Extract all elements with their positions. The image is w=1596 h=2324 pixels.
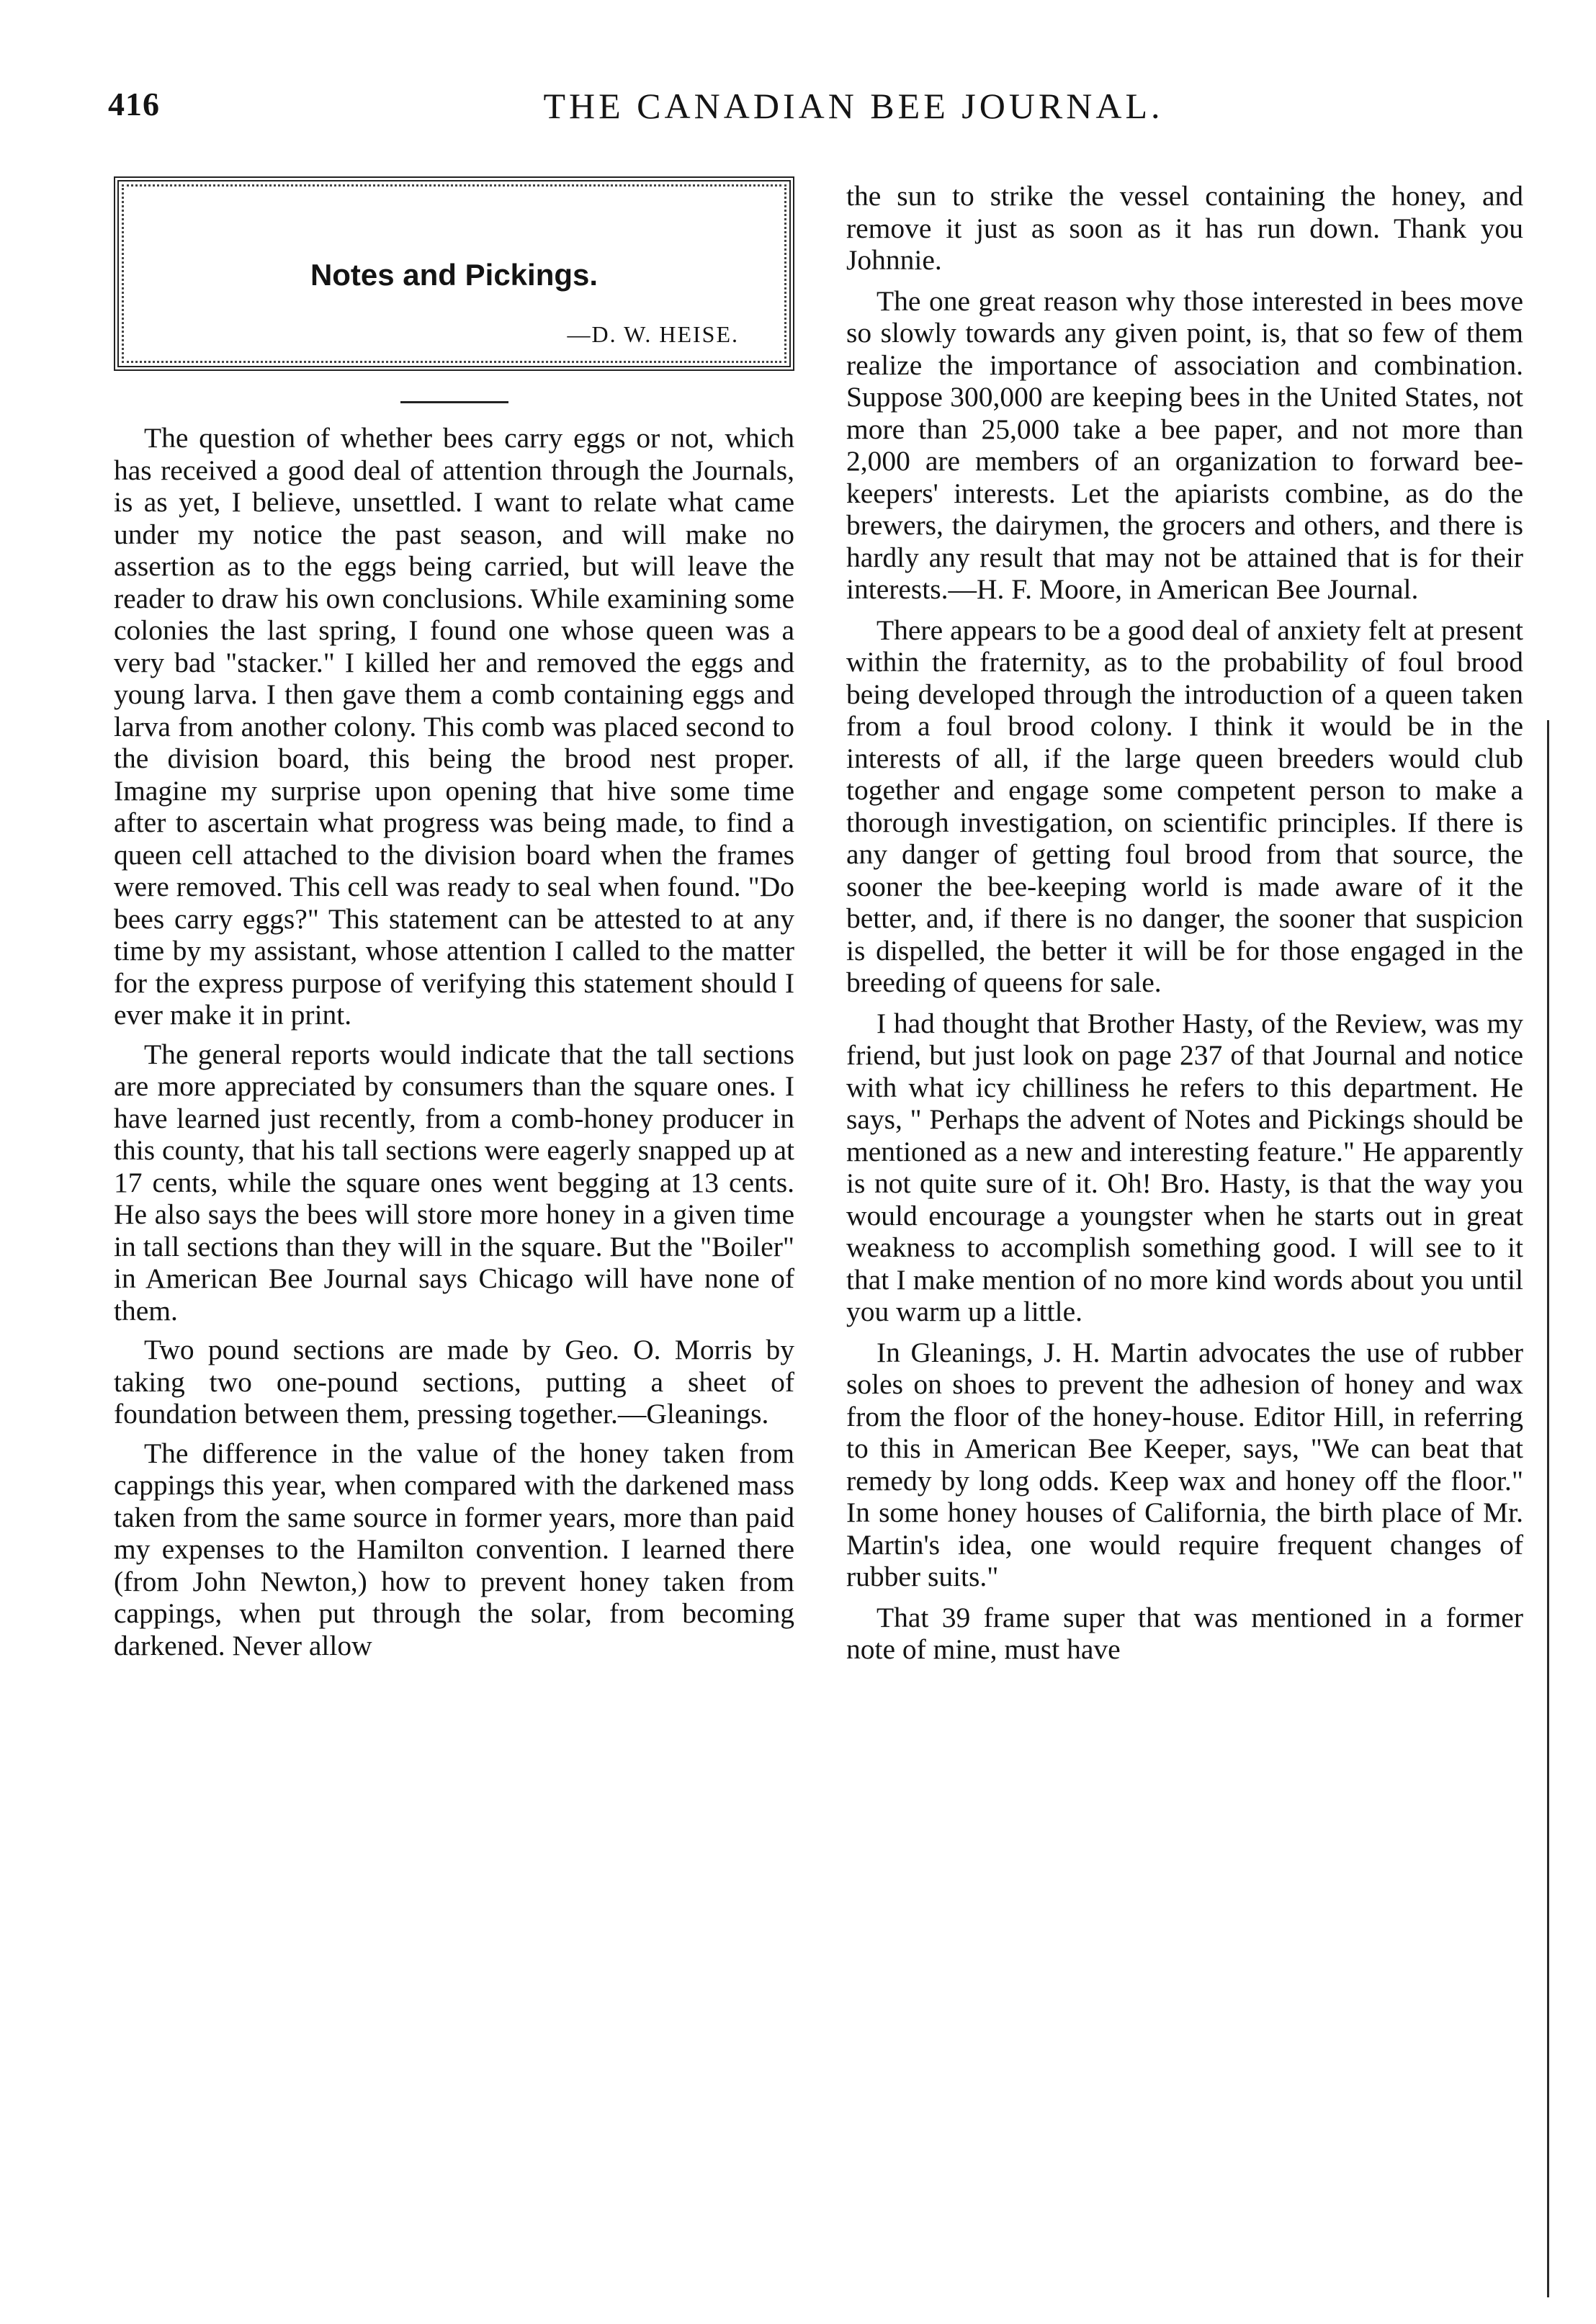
paragraph-frame-super: That 39 frame super that was mentioned in a former note of mine, must have: [846, 1601, 1523, 1665]
paragraph-rubber-soles: In Gleanings, J. H. Martin advocates the use of rubber soles on shoes to prevent the adhesion of honey and wax from the floor of the honey-house. Editor Hill, in referring to this in American Bee Keeper, says, "We can beat that remedy by long odds. Keep wax and honey off the floor." In some honey houses of California, the birth place of Mr. Martin's idea, one would require frequent changes of rubber suits.": [846, 1336, 1523, 1592]
title-divider-rule: [400, 401, 508, 403]
paragraph-continued-sun: the sun to strike the vessel containing the honey, and remove it just as soon as it has run down. Thank you Johnnie.: [846, 180, 1523, 276]
paragraph-bees-carry-eggs: The question of whether bees carry eggs or not, which has received a good deal of attention through the Journals, is as yet, I believe, unsettled. I want to relate what came under my notice the past season, and will make no assertion as to the eggs being carried, but will leave the reader to draw his own conclusions. While examining some colonies the last spring, I found one whose queen was a very bad "stacker." I killed her and removed the eggs and young larva. I then gave them a comb containing eggs and larva from another colony. This comb was placed second to the division board, this being the brood nest proper. Imagine my surprise upon opening that hive some time after to ascertain what progress was being made, to find a queen cell attached to the division board when the frames were removed. This cell was ready to seal when found. "Do bees carry eggs?" This statement can be attested to at any time by my assistant, whose attention I called to the matter for the express purpose of verifying this statement should I ever make it in print.: [114, 422, 794, 1031]
paragraph-cappings-honey: The difference in the value of the honey taken from cappings this year, when compared with the darkened mass taken from the same source in former years, more than paid my expenses to the Hamilton convention. I learned there (from John Newton,) how to prevent honey taken from cappings, when put through the solar, from becoming darkened. Never allow: [114, 1437, 794, 1661]
paragraph-brother-hasty: I had thought that Brother Hasty, of the Review, was my friend, but just look on page 237 of that Journal and notice with what icy chilliness he refers to this department. He says, " Perhaps the advent of Notes and Pickings should be mentioned as a new and interesting feature." He apparently is not quite sure of it. Oh! Bro. Hasty, is that the way you would encourage a youngster when he starts out in great weakness to accomplish something good. I will see to it that I make mention of no more kind words about you until you warm up a little.: [846, 1007, 1523, 1327]
ornamental-title-box: [114, 176, 794, 371]
page-number: 416: [108, 86, 160, 122]
paragraph-tall-sections: The general reports would indicate that the tall sections are more appreciated by consumers than the square ones. I have learned just recently, from a comb-honey producer in this county, that his tall sections were eagerly snapped up at 17 cents, while the square ones went begging at 13 cents. He also says the bees will store more honey in a given time in tall sections than they will in the square. But the "Boiler" in American Bee Journal says Chicago will have none of them.: [114, 1038, 794, 1327]
running-title: THE CANADIAN BEE JOURNAL.: [543, 86, 1164, 126]
paragraph-foul-brood: There appears to be a good deal of anxiety felt at present within the fraternity, as to the probability of foul brood being developed through the introduction of a queen taken from a foul brood colony. I think it would be in the interests of all, if the large queen breeders would club together and engage some competent person to make a thorough investigation, on scientific principles. If there is any danger of getting foul brood from that source, the sooner the bee-keeping world is made aware of it the better, and, if there is no danger, the sooner that suspicion is dispelled, the better it will be for those engaged in the breeding of queens for sale.: [846, 614, 1523, 998]
page-header: [108, 85, 1520, 143]
paragraph-two-pound-sections: Two pound sections are made by Geo. O. Morris by taking two one-pound sections, putting a sheet of foundation between them, pressing together.—Gleanings.: [114, 1334, 794, 1430]
section-byline: —D. W. HEISE.: [567, 321, 739, 347]
right-column: [846, 180, 1523, 1674]
left-column: [114, 176, 794, 1669]
paragraph-association: The one great reason why those interested in bees move so slowly towards any given point, is, that so few of them realize the importance of association and combination. Suppose 300,000 are keeping bees in the United States, not more than 25,000 take a bee paper, and not more than 2,000 are members of an organization to forward bee-keepers' interests. Let the apiarists combine, as do the brewers, the dairymen, the grocers and others, and there is hardly any result that may not be attained that is for their interests.—H. F. Moore, in American Bee Journal.: [846, 284, 1523, 605]
binding-edge-line: [1547, 720, 1549, 2297]
section-title: Notes and Pickings.: [310, 258, 598, 292]
